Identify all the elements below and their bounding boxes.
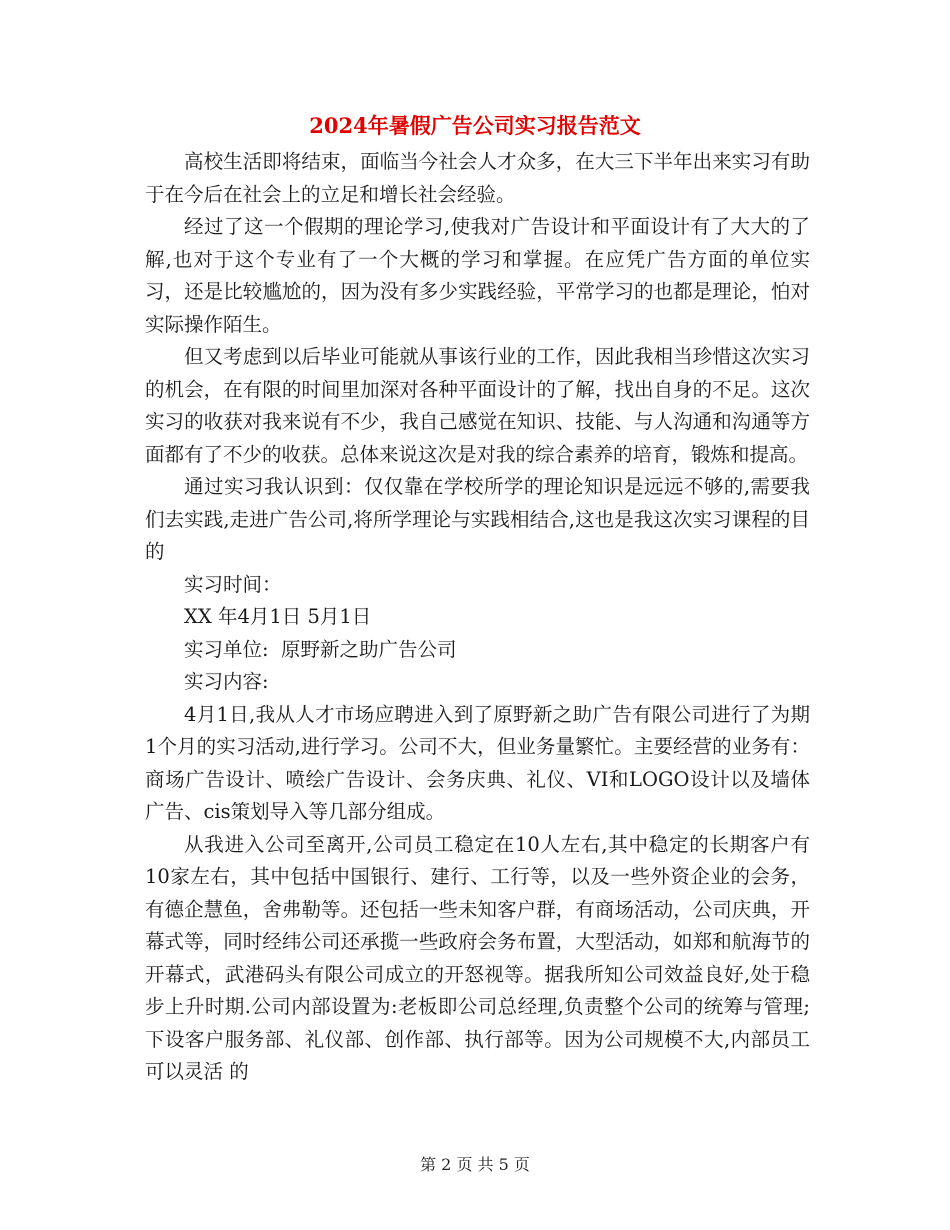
page-number-footer: 第 2 页 共 5 页 — [420, 1155, 530, 1174]
document-body — [145, 146, 810, 1089]
paragraph: 通过实习我认识到：仅仅靠在学校所学的理论知识是远远不够的,需要我们去实践,走进广告公司,将所学理论与实践相结合,这也是我这次实习课程的目的 — [145, 475, 810, 563]
internship-content-label: 实习内容: — [184, 670, 269, 693]
document-title: 2024年暑假广告公司实习报告范文 — [309, 113, 641, 138]
internship-company: 实习单位: 原野新之助广告公司 — [184, 637, 457, 661]
paragraph: 经过了这一个假期的理论学习,使我对广告设计和平面设计有了大大的了解,也对于这个专业有了一个大概的学习和掌握。在应凭广告方面的单位实习，还是比较尴尬的，因为没有多少实践经验，平常学习的也都是理论，怕对实际操作陌生。 — [145, 215, 810, 336]
paragraph: 高校生活即将结束，面临当今社会人才众多，在大三下半年出来实习有助于在今后在社会上的立足和增长社会经验。 — [145, 150, 810, 206]
paragraph: 从我进入公司至离开,公司员工稳定在10人左右,其中稳定的长期客户有10家左右，其中包括中国银行、建行、工行等，以及一些外资企业的会务，有德企慧鱼，舍弗勒等。还包括一些未知客户群，有商场活动，公司庆典，开幕式等，同时经纬公司还承揽一些政府会务布置，大型活动，如郑和航海节的开幕式，武港码头有限公司成立的开怒视等。据我所知公司效益良好,处于稳步上升时期.公司内部设置为:老板即公司总经理,负责整个公司的统筹与管理;下设客户服务部、礼仪部、创作部、执行部等。因为公司规模不大,内部员工可以灵活 的 — [145, 832, 810, 1083]
internship-dates: XX 年4月1日 5月1日 — [184, 605, 372, 628]
internship-time-label: 实习时间： — [184, 572, 282, 596]
paragraph: 但又考虑到以后毕业可能就从事该行业的工作，因此我相当珍惜这次实习的机会，在有限的时间里加深对各种平面设计的了解，找出自身的不足。这次实习的收获对我来说有不少，我自己感觉在知识、技能、与人沟通和沟通等方面都有了不少的收获。总体来说这次是对我的综合素养的培育，锻炼和提高。 — [145, 345, 810, 466]
paragraph: 4月1日,我从人才市场应聘进入到了原野新之助广告有限公司进行了为期1个月的实习活动,进行学习。公司不大，但业务量繁忙。主要经营的业务有：商场广告设计、喷绘广告设计、会务庆典、礼仪、VI和LOGO设计以及墙体广告、cis策划导入等几部分组成。 — [145, 702, 810, 823]
